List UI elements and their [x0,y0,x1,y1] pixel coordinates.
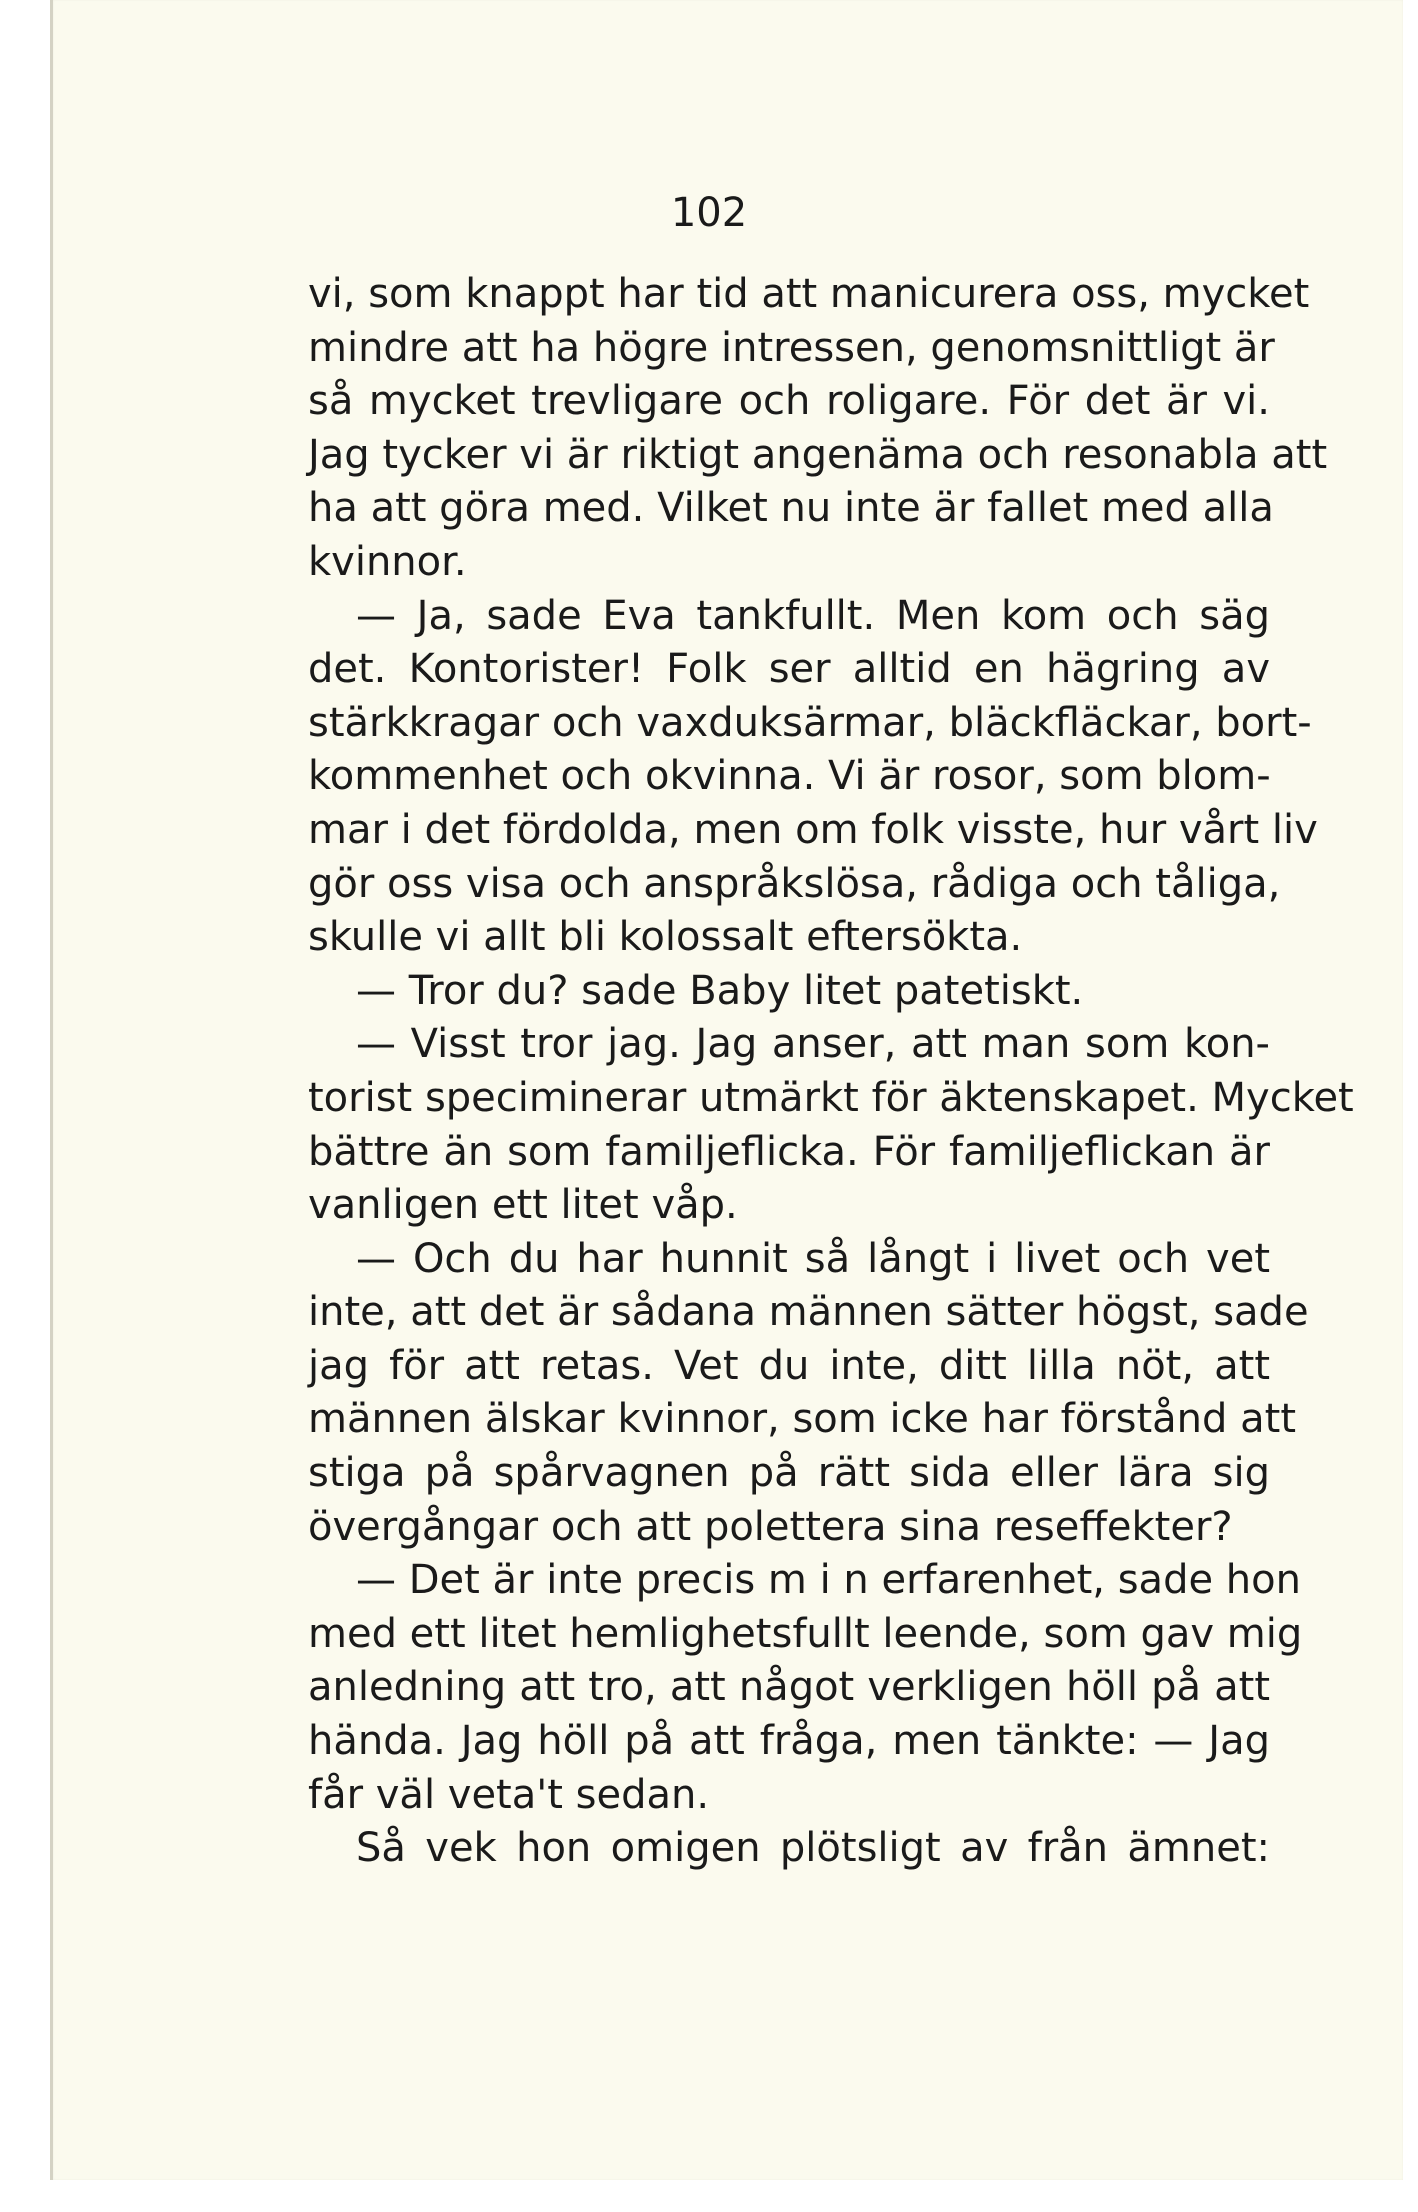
text-line: ha att göra med. Vilket nu inte är fallet med alla [308,485,1274,532]
text-line: jag för att retas. Vet du inte, ditt lilla nöt, att [308,1342,1270,1389]
body-text [308,268,1354,1876]
text-line: inte, att det är sådana männen sätter högst, sade [308,1289,1309,1336]
text-line: det. Kontorister! Folk ser alltid en hägring av [308,646,1270,693]
text-line: anledning att tro, att något verkligen höll på att [308,1664,1270,1711]
text-line: — Visst tror jag. Jag anser, att man som kon- [356,1021,1270,1068]
text-line: stiga på spårvagnen på rätt sida eller lära sig [308,1450,1270,1497]
text-line: vanligen ett litet våp. [308,1182,738,1229]
text-line: mindre att ha högre intressen, genomsnittligt är [308,324,1275,371]
text-line: skulle vi allt bli kolossalt eftersökta. [308,914,1023,961]
text-line: kommenhet och okvinna. Vi är rosor, som blom- [308,753,1271,800]
text-line: — Tror du? sade Baby litet patetiskt. [356,967,1084,1014]
text-line: männen älskar kvinnor, som icke har förstånd att [308,1396,1297,1443]
text-line: får väl veta't sedan. [308,1771,710,1818]
text-line: hända. Jag höll på att fråga, men tänkte: — Jag [308,1718,1270,1765]
text-line: vi, som knappt har tid att manicurera oss, mycket [308,271,1310,317]
text-line: Så vek hon omigen plötsligt av från ämnet: [356,1825,1270,1872]
text-line: med ett litet hemlighetsfullt leende, som gav mig [308,1610,1303,1657]
text-line: övergångar och att polettera sina reseffekter? [308,1503,1233,1550]
text-line: stärkkragar och vaxduksärmar, bläckfläckar, bort- [308,699,1312,746]
text-line: — Och du har hunnit så långt i livet och vet [356,1235,1270,1282]
text-line: kvinnor. [308,538,467,585]
text-line: — Det är inte precis m i n erfarenhet, sade hon [356,1557,1301,1604]
text-line: torist speciminerar utmärkt för äktenskapet. Mycket [308,1074,1354,1121]
text-line: bättre än som familjeflicka. För familjeflickan är [308,1128,1270,1175]
page-number: 102 [670,190,748,236]
text-line: mar i det fördolda, men om folk visste, hur vårt liv [308,806,1318,853]
text-line: så mycket trevligare och roligare. För det är vi. [308,378,1270,425]
text-line: gör oss visa och anspråkslösa, rådiga och tåliga, [308,860,1281,907]
text-line: Jag tycker vi är riktigt angenäma och resonabla att [308,431,1328,478]
text-line: — Ja, sade Eva tankfullt. Men kom och säg [356,592,1270,639]
